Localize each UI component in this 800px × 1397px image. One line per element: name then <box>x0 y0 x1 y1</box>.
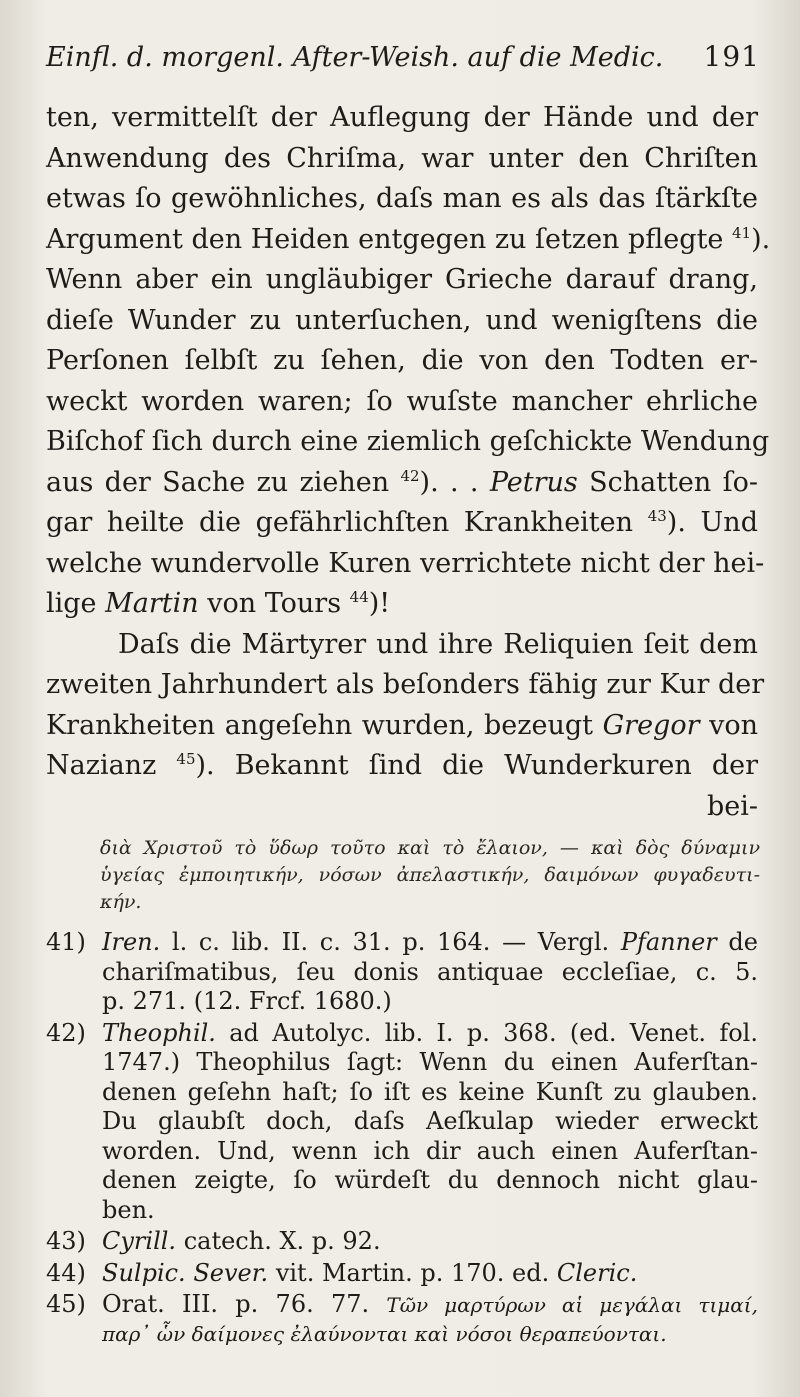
footnote-number: 42) <box>46 1018 86 1047</box>
footnote-line: p. 271. (12. Frcf. 1680.) <box>102 987 392 1015</box>
text-segment: von Tours <box>207 588 342 619</box>
footnote-42 <box>46 1019 758 1226</box>
text-line <box>46 220 771 261</box>
running-head <box>46 40 760 80</box>
text-line <box>46 584 758 625</box>
text-line: dieſe Wunder zu unterſuchen, und wenigſtens die <box>46 304 758 336</box>
author-name: Sulpic. Sever. <box>102 1258 269 1287</box>
footnote-line <box>102 1259 758 1289</box>
footnote-line: denen zeigte, ſo würdeſt du dennoch nicht glau- <box>102 1166 758 1194</box>
running-title: Einfl. d. morgenl. After-Weish. auf die Medic. <box>46 42 664 73</box>
footnote-number: 45) <box>46 1290 86 1318</box>
greek-line: κήν. <box>100 891 142 913</box>
text-segment: ). Und <box>666 507 758 538</box>
footnote-line <box>102 1019 758 1049</box>
greek-line: ὑγείας ἐμποιητικήν, νόσων ἀπελαστικήν, δαιμόνων φυγαδευτι- <box>100 864 760 886</box>
footnote-41 <box>46 928 758 1017</box>
footnotes <box>46 928 758 1351</box>
text-segment: von <box>709 709 758 741</box>
text-segment: Orat. III. p. 76. 77. <box>102 1290 387 1318</box>
footnote-ref-44: 44 <box>349 588 369 606</box>
footnote-ref-43: 43 <box>647 507 667 525</box>
author-name: Cleric. <box>556 1258 638 1287</box>
footnote-number: 44) <box>46 1258 86 1287</box>
text-line: Biſchof ſich durch eine ziemlich geſchickte Wendung <box>46 426 770 457</box>
page-number: 191 <box>703 40 760 73</box>
text-line: Anwendung des Chriſma, war unter den Chriſten <box>46 142 758 174</box>
text-segment: gar heilte die gefährlichſten Krankheiten <box>46 507 634 538</box>
text-line: Wenn aber ein ungläubiger Grieche darauf drang, <box>46 264 758 295</box>
name-petrus: Petrus <box>489 466 578 498</box>
text-line: welche wundervolle Kuren verrichtete nicht der hei- <box>46 547 765 579</box>
text-segment: ). Bekannt ſind die Wunderkuren der <box>195 750 758 781</box>
footnote-45 <box>46 1290 758 1349</box>
text-line <box>46 463 758 504</box>
footnote-line: worden. Und, wenn ich dir auch einen Auferſtan- <box>102 1136 758 1165</box>
author-name: Pfanner <box>620 928 717 956</box>
text-segment: Argument den Heiden entgegen zu ſetzen pflegte <box>46 223 724 255</box>
main-text <box>46 98 771 827</box>
catchword: bei- <box>706 790 758 822</box>
text-segment: catech. X. p. 92. <box>176 1227 381 1255</box>
text-segment: Nazianz <box>46 750 157 781</box>
text-line: ten, vermittelſt der Auflegung der Hände und der <box>46 102 758 133</box>
text-segment: vit. Martin. p. 170. ed. <box>268 1258 557 1287</box>
text-line: Daſs die Märtyrer und ihre Reliquien ſeit dem <box>118 628 758 660</box>
footnote-line: 1747.) Theophilus ſagt: Wenn du einen Auferſtan- <box>102 1048 758 1076</box>
text-segment: lige <box>46 588 97 619</box>
footnote-line: chariſmatibus, ſeu donis antiquae eccleſiae, c. 5. <box>102 957 758 986</box>
footnote-ref-42: 42 <box>400 466 420 485</box>
text-segment: Krankheiten angeſehn wurden, bezeugt <box>46 709 594 741</box>
author-name: Iren. <box>102 928 161 956</box>
footnote-ref-45: 45 <box>176 750 196 768</box>
footnote-44 <box>46 1259 758 1289</box>
footnote-line: Du glaubſt doch, daſs Aeſkulap wieder erweckt <box>102 1107 758 1135</box>
text-segment: aus der Sache zu ziehen <box>46 466 390 498</box>
footnote-43 <box>46 1227 758 1257</box>
text-line: Perſonen ſelbſt zu ſehen, die von den Todten er- <box>46 345 758 376</box>
text-segment: ). . . <box>419 466 479 498</box>
text-line <box>46 746 758 787</box>
author-name: Theophil. <box>102 1018 216 1047</box>
text-line: etwas ſo gewöhnliches, daſs man es als das ſtärkſte <box>46 183 758 214</box>
footnote-line: denen geſehn haſt; ſo iſt es keine Kunſt zu glauben. <box>102 1077 758 1106</box>
text-line: weckt worden waren; ſo wuſste mancher ehrliche <box>46 385 758 417</box>
text-segment: l. c. lib. II. c. 31. p. 164. — Vergl. <box>160 928 621 956</box>
footnote-line: παρ᾽ ὧν δαίμονες ἐλαύνονται καὶ νόσοι θεραπεύονται. <box>102 1321 667 1346</box>
greek-segment: Τῶν μαρτύρων αἱ μεγάλαι τιμαί, <box>386 1293 758 1317</box>
text-line <box>46 706 758 747</box>
text-segment: ad Autolyc. lib. I. p. 368. (ed. Venet. fol. <box>215 1018 758 1047</box>
text-segment: ). <box>751 223 771 255</box>
footnote-ref-41: 41 <box>732 223 752 242</box>
footnote-line <box>102 928 758 958</box>
name-gregor: Gregor <box>602 709 700 741</box>
author-name: Cyrill. <box>102 1227 177 1255</box>
greek-line: διὰ Χριστοῦ τὸ ὕδωρ τοῦτο καὶ τὸ ἔλαιον, — καὶ δὸς δύναμιν <box>100 837 760 859</box>
footnote-line: ben. <box>102 1195 155 1224</box>
footnote-number: 41) <box>46 928 86 956</box>
footnote-number: 43) <box>46 1227 86 1255</box>
footnote-line <box>102 1227 758 1257</box>
name-martin: Martin <box>105 588 199 619</box>
footnote-line <box>102 1290 758 1320</box>
text-line: zweiten Jahrhundert als beſonders fähig zur Kur der <box>46 669 765 700</box>
greek-quotation <box>100 835 760 916</box>
text-segment: Schatten ſo- <box>589 466 758 498</box>
text-segment: )! <box>368 588 391 619</box>
text-line <box>46 503 758 544</box>
text-segment: de <box>716 928 758 956</box>
